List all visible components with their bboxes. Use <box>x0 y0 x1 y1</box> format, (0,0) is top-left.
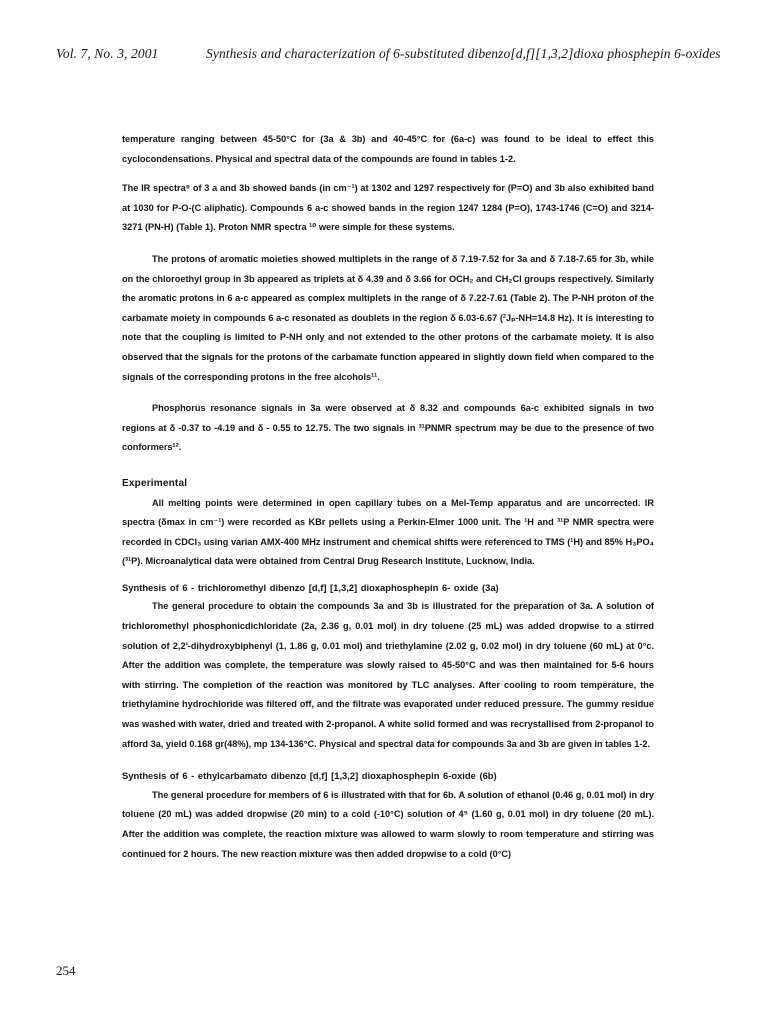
paragraph: The general procedure for members of 6 is illustrated with that for 6b. A solution of ethanol (0.46 g, 0.01 mol) in dry toluene (20 mL) was added dropwise (20 min) to a cold (-10°C) solution of 4⁵ (1.60 g, 0.01 mol) in dry toluene (20 mL). After the addition was complete, the reaction mixture was allowed to warm slowly to room temperature and stirring was continued for 2 hours. The new reaction mixture was then added dropwise to a cold (0°C) <box>122 789 654 859</box>
paragraph: The general procedure to obtain the compounds 3a and 3b is illustrated for the preparation of 3a. A solution of trichloromethyl phosphonicdichloridate (2a, 2.36 g, 0.01 mol) in dry toluene (25 mL) was added dropwise to a stirred solution of 2,2'-dihydroxybiphenyl (1, 1.86 g, 0.01 mol) and triethylamine (2.02 g, 0.02 mol) in dry toluene (60 mL) at 0°c. After the addition was complete, the temperature was slowly raised to 45-50°C and was then maintained for 5-6 hours with stirring. The completion of the reaction was monitored by TLC analyses. After cooling to room temperature, the triethylamine hydrochloride was filtered off, and the filtrate was evaporated under reduced pressure. The gummy residue was washed with water, dried and treated with 2-propanol. A white solid formed and was recrystallised from 2-propanol to afford 3a, yield 0.168 gr(48%), mp 134-136°C. Physical and spectral data for compounds 3a and 3b are given in tables 1-2. <box>122 601 654 749</box>
paragraph: The IR spectra⁹ of 3 a and 3b showed bands (in cm⁻¹) at 1302 and 1297 respectively for (P=O) and 3b also exhibited band at 1030 for P-O-(C aliphatic). Compounds 6 a-c showed bands in the region 1247 1284 (P=O), 1743-1746 (C=O) and 3214-3271 (PN-H) (Table 1). Proton NMR spectra ¹⁰ were simple for these systems. <box>122 183 654 233</box>
section-heading-synthesis-3a: Synthesis of 6 - trichloromethyl dibenzo [d,f] [1,3,2] dioxaphosphepin 6- oxide (3a) <box>122 581 499 593</box>
paragraph: Phosphorus resonance signals in 3a were observed at δ 8.32 and compounds 6a-c exhibited signals in two regions at δ -0.37 to -4.19 and δ - 0.55 to 12.75. The two signals in ³¹PNMR spectrum may be due to the presence of two conformers¹². <box>122 403 654 453</box>
running-title: Synthesis and characterization of 6-substituted dibenzo[d,f][1,3,2]dioxa phosphepin 6-oxides <box>206 46 721 61</box>
section-heading-synthesis-6b: Synthesis of 6 - ethylcarbamato dibenzo [d,f] [1,3,2] dioxaphosphepin 6-oxide (6b) <box>122 770 497 782</box>
section-heading-experimental: Experimental <box>122 477 188 489</box>
page-number: 254 <box>56 963 76 978</box>
paragraph: The protons of aromatic moieties showed multiplets in the range of δ 7.19-7.52 for 3a and δ 7.18-7.65 for 3b, while on the chloroethyl group in 3b appeared as triplets at δ 4.39 and δ 3.66 for OCH₂ and CH₂Cl groups respectively. Similarly the aromatic protons in 6 a-c appeared as complex multiplets in the range of δ 7.22-7.61 (Table 2). The P-NH proton of the carbamate moiety in compounds 6 a-c resonated as doublets in the region δ 6.03-6.67 (²Jₚ-NH=14.8 Hz). It is interesting to note that the coupling is limited to P-NH only and not extended to the other protons of the carbamate moiety. It is also observed that the signals for the protons of the carbamate function appeared in slightly down field when compared to the signals of the corresponding protons in the free alcohols¹¹. <box>122 253 654 382</box>
paragraph: temperature ranging between 45-50°C for (3a & 3b) and 40-45°C for (6a-c) was found to be ideal to effect this cyclocondensations. Physical and spectral data of the compounds are found in tables 1-2. <box>122 134 654 164</box>
journal-volume: Vol. 7, No. 3, 2001 <box>56 46 159 61</box>
paragraph: All melting points were determined in open capillary tubes on a Mel-Temp apparatus and are uncorrected. IR spectra (δmax in cm⁻¹) were recorded as KBr pellets using a Perkin-Elmer 1000 unit. The ¹H and ³¹P NMR spectra were recorded in CDCl₃ using varian AMX-400 MHz instrument and chemical shifts were referenced to TMS (¹H) and 85% H₃PO₄ (³¹P). Microanalytical data were obtained from Central Drug Research Institute, Lucknow, India. <box>122 497 654 567</box>
article-body <box>122 130 654 864</box>
